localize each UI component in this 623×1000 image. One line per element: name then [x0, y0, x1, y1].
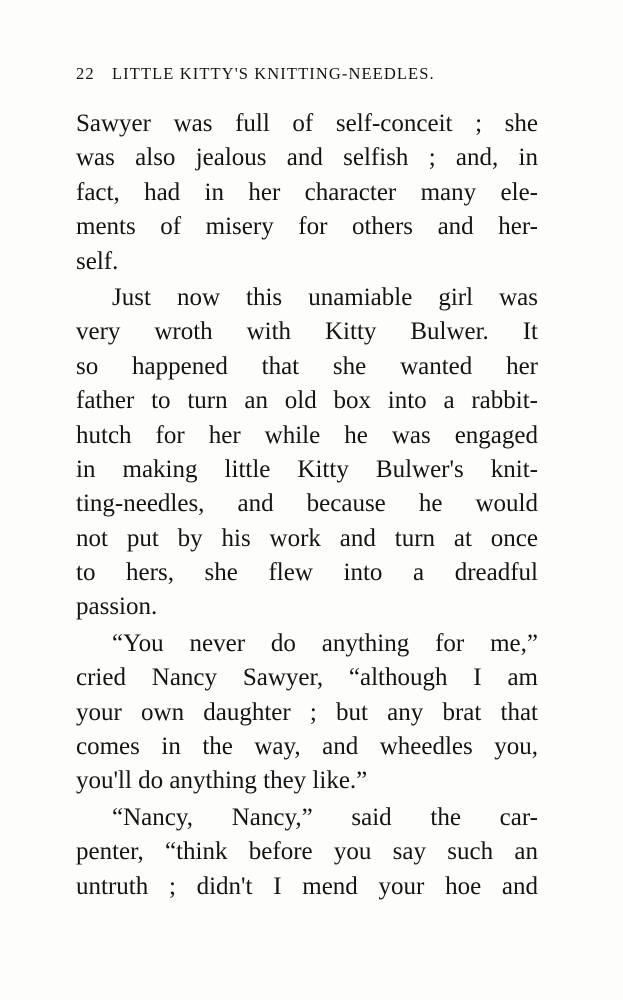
text-line: “You never do anything for me,” [112, 629, 538, 657]
text-line: ments of misery for others and her- [76, 213, 538, 241]
running-head [76, 64, 536, 90]
text-line: untruth ; didn't I mend your hoe and [76, 872, 538, 900]
paragraph-2 [76, 281, 538, 625]
text-line: was also jealous and selfish ; and, in [76, 144, 538, 172]
text-line: cried Nancy Sawyer, “although I am [76, 664, 538, 692]
running-head-title: LITTLE KITTY'S KNITTING-NEEDLES. [112, 64, 435, 83]
paragraph-1 [76, 107, 538, 279]
paragraph-4 [76, 801, 538, 904]
text-line: Just now this unamiable girl was [112, 283, 538, 311]
text-line: ting-needles, and because he would [76, 490, 538, 518]
text-line: very wroth with Kitty Bulwer. It [76, 318, 538, 346]
text-line: passion. [76, 593, 158, 621]
text-line: not put by his work and turn at once [76, 524, 538, 552]
paragraph-3 [76, 627, 538, 799]
text-line: self. [76, 247, 119, 275]
text-line: father to turn an old box into a rabbit- [76, 387, 538, 415]
text-line: Sawyer was full of self-conceit ; she [76, 110, 538, 137]
text-line: you'll do anything they like.” [76, 767, 368, 795]
text-line: in making little Kitty Bulwer's knit- [76, 455, 538, 483]
page-number: 22 [76, 64, 95, 83]
text-line: your own daughter ; but any brat that [76, 698, 538, 726]
text-line: “Nancy, Nancy,” said the car- [112, 803, 538, 831]
body-text [76, 107, 538, 904]
text-line: comes in the way, and wheedles you, [76, 733, 538, 761]
text-line: fact, had in her character many ele- [76, 178, 538, 206]
text-line: hutch for her while he was engaged [76, 421, 538, 449]
text-line: to hers, she flew into a dreadful [76, 559, 538, 587]
text-line: penter, “think before you say such an [76, 838, 538, 866]
text-line: so happened that she wanted her [76, 352, 538, 380]
